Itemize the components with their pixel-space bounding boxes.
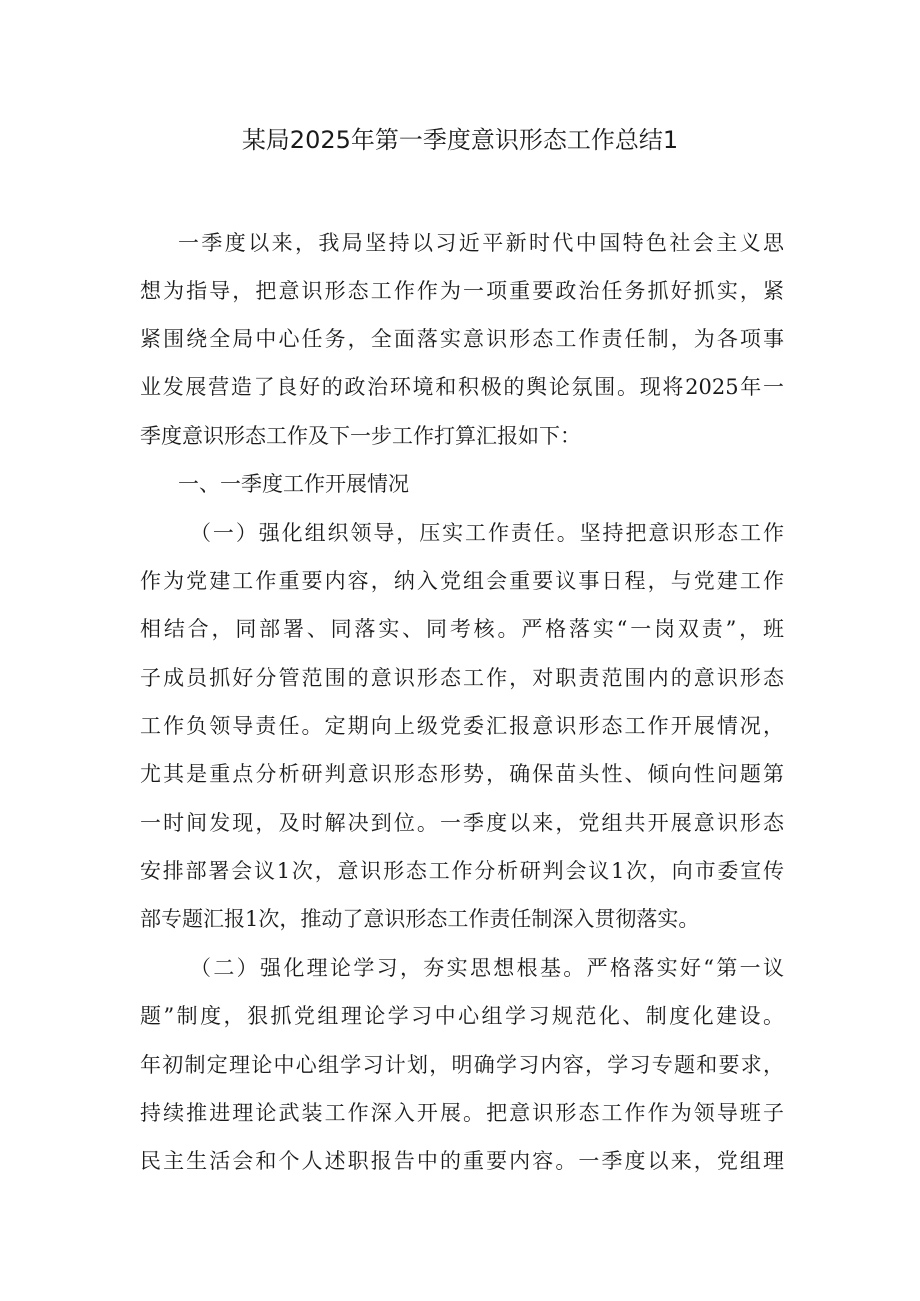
paragraph-line: 子成员抓好分管范围的意识形态工作，对职责范围内的意识形态 xyxy=(140,666,784,690)
document-title: 某局2025年第一季度意识形态工作总结1 xyxy=(241,126,679,154)
paragraph-line: 作为党建工作重要内容，纳入党组会重要议事日程，与党建工作 xyxy=(140,569,784,593)
paragraph-line: 想为指导，把意识形态工作作为一项重要政治任务抓好抓实，紧 xyxy=(140,279,784,303)
paragraph-line: 相结合，同部署、同落实、同考核。严格落实“一岗双责”，班 xyxy=(140,617,784,641)
paragraph-line: 题”制度，狠抓党组理论学习中心组学习规范化、制度化建设。 xyxy=(140,1004,784,1028)
paragraph-line: 安排部署会议1次，意识形态工作分析研判会议1次，向市委宣传 xyxy=(140,859,784,883)
paragraph-line: 工作负领导责任。定期向上级党委汇报意识形态工作开展情况， xyxy=(140,714,784,738)
paragraph-line: 业发展营造了良好的政治环境和积极的舆论氛围。现将2025年一 xyxy=(140,375,784,399)
paragraph-line: （一）强化组织领导，压实工作责任。坚持把意识形态工作 xyxy=(190,521,784,545)
paragraph-line: 一季度以来，我局坚持以习近平新时代中国特色社会主义思 xyxy=(178,231,784,255)
paragraph-line: 一时间发现，及时解决到位。一季度以来，党组共开展意识形态 xyxy=(140,811,784,835)
paragraph-line: 民主生活会和个人述职报告中的重要内容。一季度以来，党组理 xyxy=(140,1149,784,1173)
paragraph-line: （二）强化理论学习，夯实思想根基。严格落实好“第一议 xyxy=(190,956,784,980)
paragraph-line: 年初制定理论中心组学习计划，明确学习内容，学习专题和要求， xyxy=(140,1053,784,1077)
section-heading: 一、一季度工作开展情况 xyxy=(178,472,409,496)
paragraph-line: 持续推进理论武装工作深入开展。把意识形态工作作为领导班子 xyxy=(140,1101,784,1125)
paragraph-line: 紧围绕全局中心任务，全面落实意识形态工作责任制，为各项事 xyxy=(140,327,784,351)
paragraph-line: 季度意识形态工作及下一步工作打算汇报如下： xyxy=(140,424,581,448)
paragraph-line: 尤其是重点分析研判意识形态形势，确保苗头性、倾向性问题第 xyxy=(140,762,784,786)
paragraph-line: 部专题汇报1次，推动了意识形态工作责任制深入贯彻落实。 xyxy=(140,907,700,931)
